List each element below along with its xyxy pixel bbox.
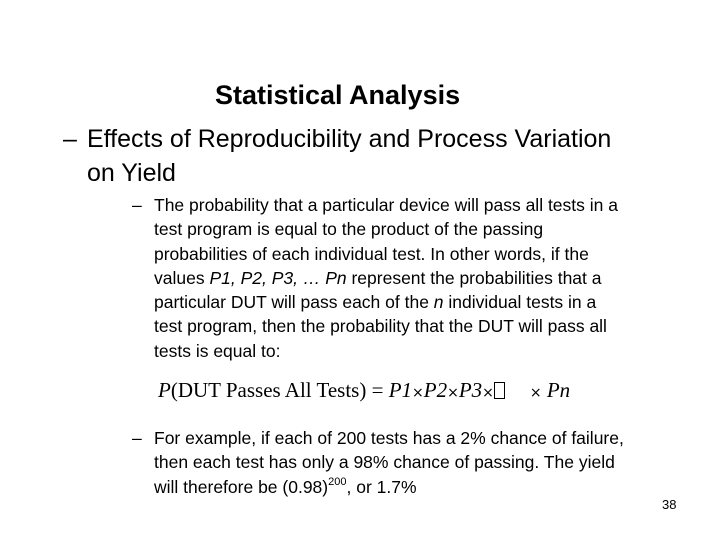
times-symbol: × — [412, 385, 424, 401]
sub-bullet-dash: – — [132, 195, 142, 215]
text-line — [154, 475, 624, 499]
text-segment: values — [154, 267, 210, 288]
text-line: test program, then the probability that the DUT will pass all — [154, 316, 607, 337]
variable-n: n — [433, 292, 444, 313]
text-line: For example, if each of 200 tests has a 2% chance of failure, — [154, 428, 624, 448]
variable-list: P1, P2, P3, … Pn — [209, 267, 347, 288]
probability-formula — [158, 378, 570, 403]
text-line: The probability that a particular device will pass all tests in a — [154, 195, 618, 215]
text-line — [154, 290, 618, 314]
page-number: 38 — [662, 497, 677, 512]
formula-term-p3: P3 — [458, 378, 483, 402]
text-segment: particular DUT will pass each of the — [154, 292, 434, 313]
text-segment: individual tests in a — [443, 292, 597, 313]
bullet-text — [87, 122, 611, 190]
exponent: 200 — [328, 475, 347, 488]
text-line: test program is equal to the product of the passing — [154, 219, 544, 240]
sub-bullet-dash: – — [132, 428, 142, 448]
times-symbol: × — [529, 385, 542, 401]
slide-title: Statistical Analysis — [215, 80, 461, 110]
missing-glyph-box — [494, 382, 505, 399]
times-symbol: × — [482, 385, 494, 401]
text-segment: , or 1.7% — [346, 476, 417, 497]
sub-bullet-text — [154, 193, 618, 363]
times-symbol: × — [447, 385, 459, 401]
formula-p: P — [158, 378, 171, 402]
bullet-line-1: Effects of Reproducibility and Process Variation — [87, 125, 612, 153]
text-line: tests is equal to: — [154, 340, 281, 361]
formula-equals: = — [366, 378, 389, 402]
bullet-dash: – — [63, 125, 77, 153]
sub-bullet-text — [154, 426, 624, 499]
formula-argument: (DUT Passes All Tests) — [170, 378, 367, 402]
text-segment: represent the probabilities that a — [346, 267, 602, 288]
text-line: then each test has only a 98% chance of passing. The yield — [154, 452, 615, 473]
text-segment: will therefore be (0.98) — [154, 476, 329, 497]
text-line — [154, 266, 618, 290]
formula-term-p2: P2 — [423, 378, 448, 402]
formula-term-pn: Pn — [546, 378, 571, 402]
text-line: probabilities of each individual test. In other words, if the — [154, 243, 589, 264]
bullet-line-2: on Yield — [87, 159, 176, 187]
formula-term-p1: P1 — [388, 378, 413, 402]
